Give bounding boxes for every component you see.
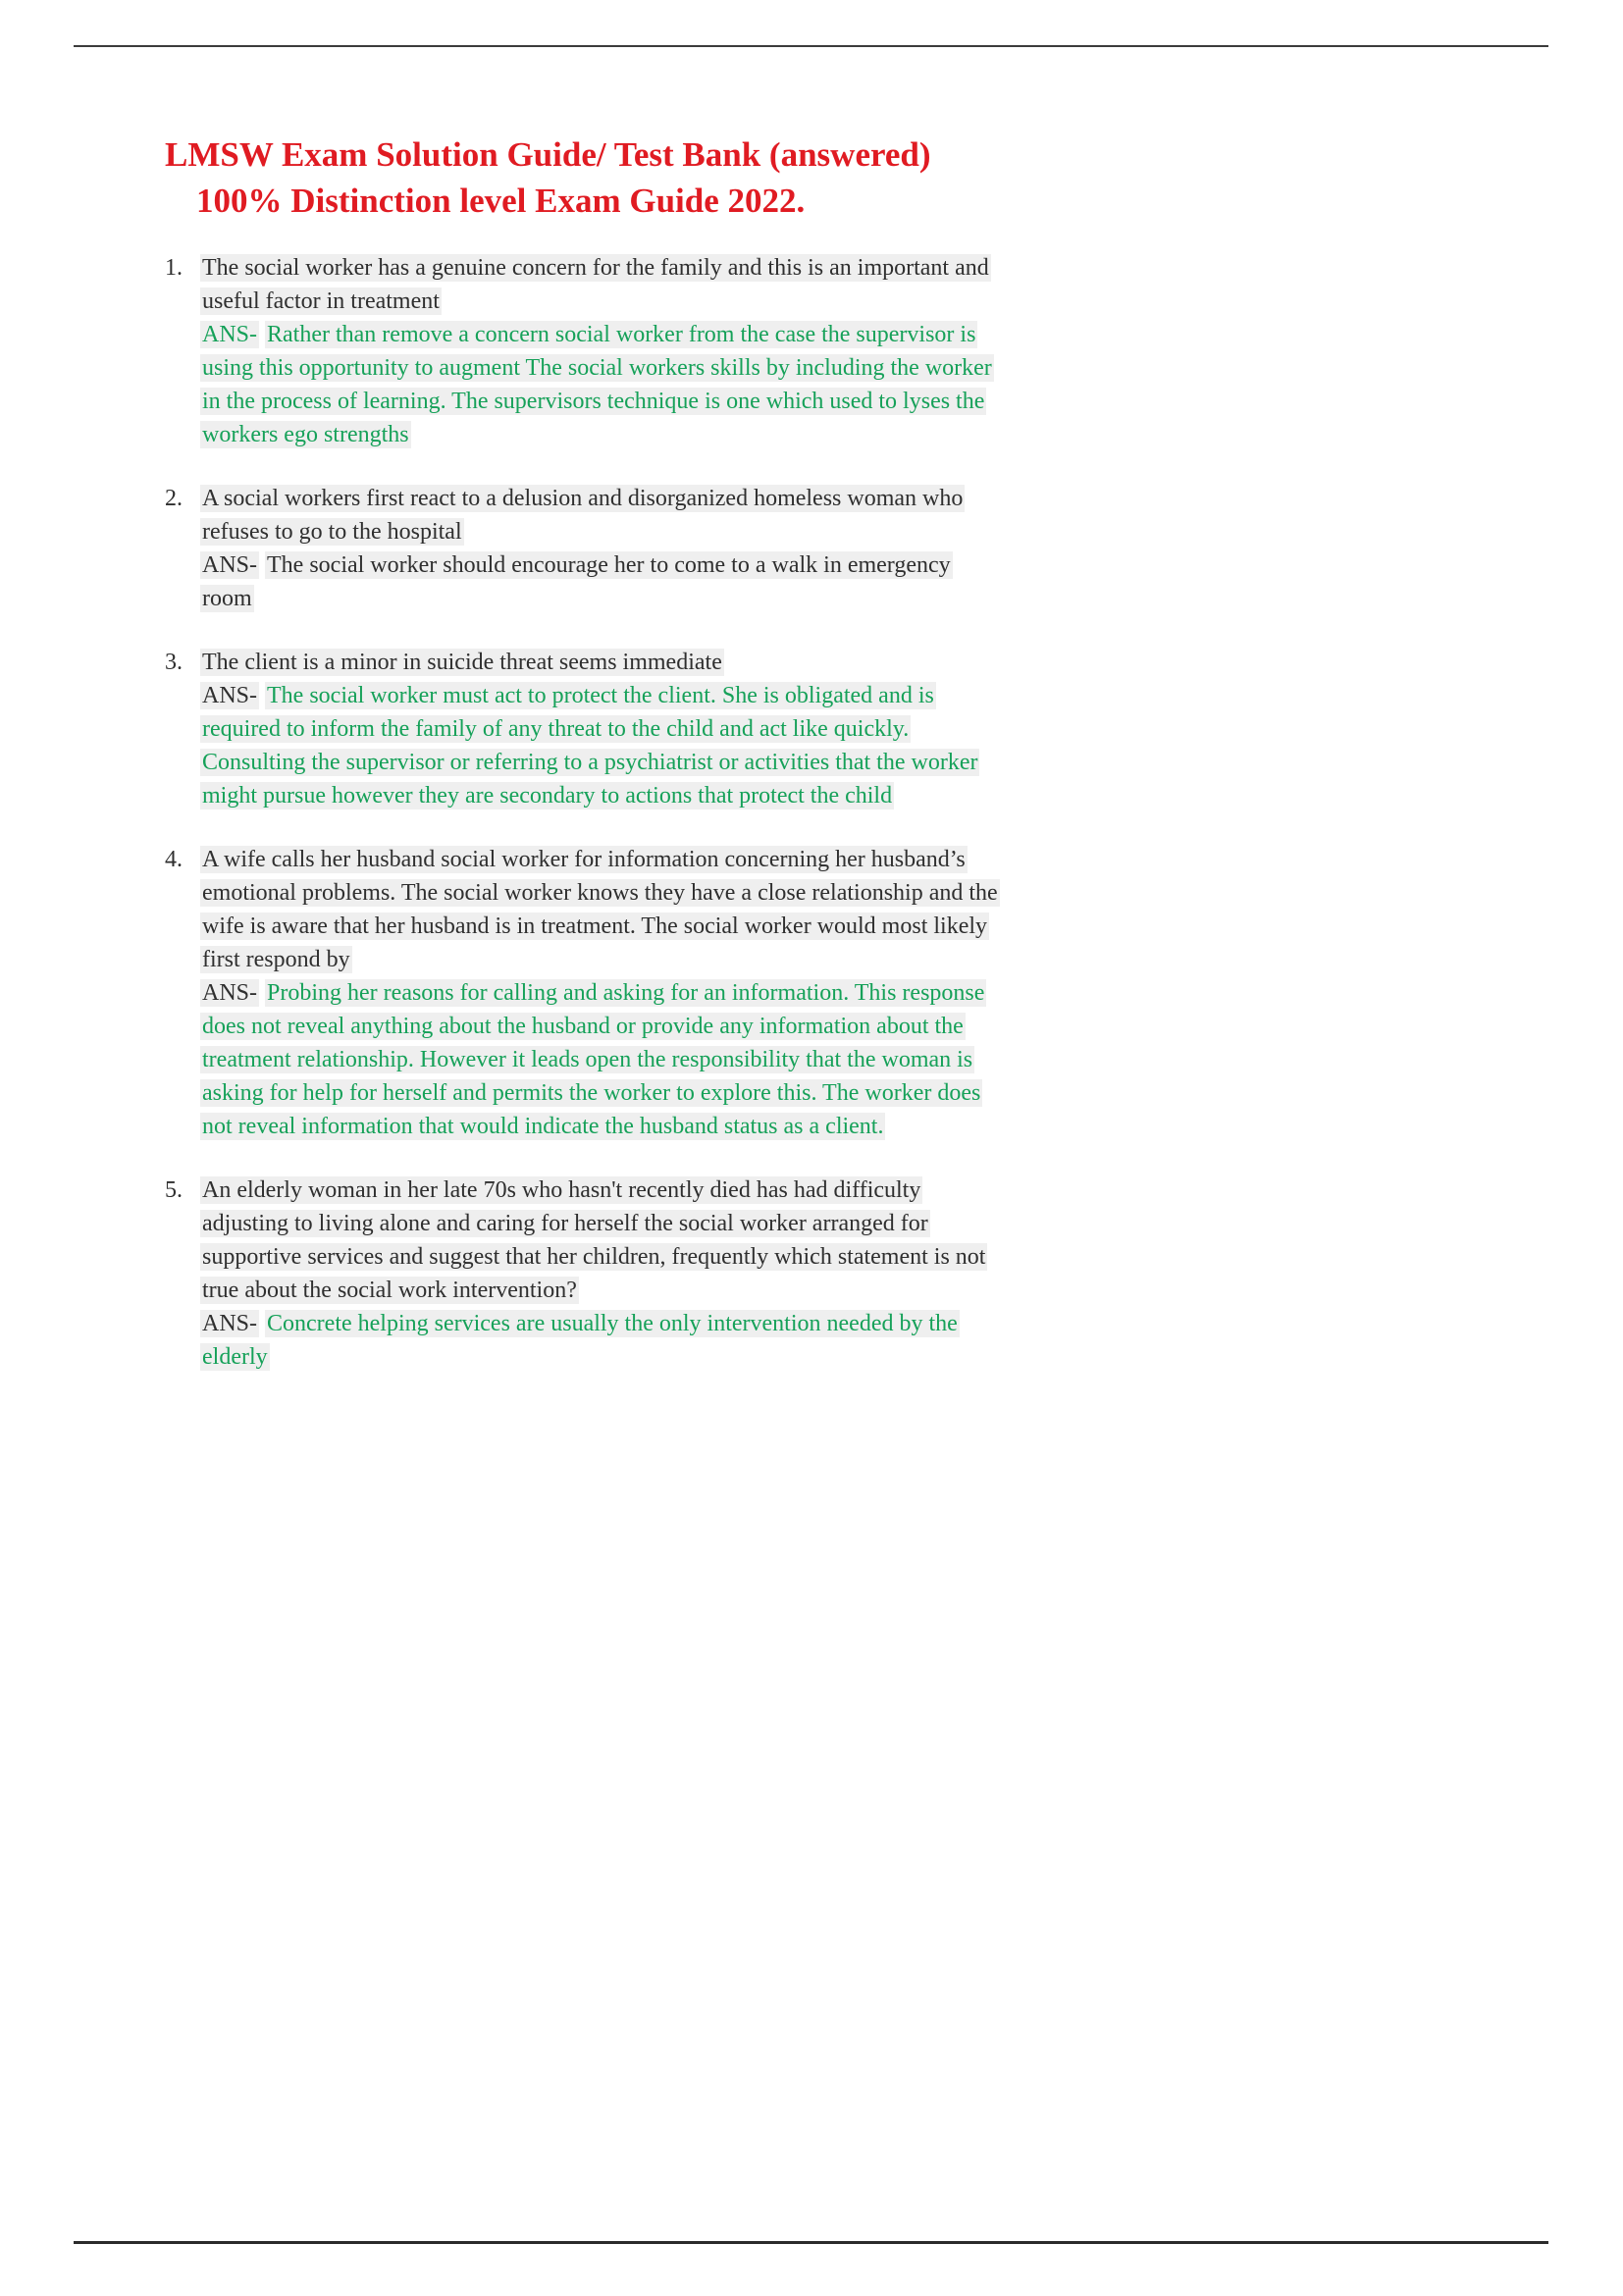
answer-text: Probing her reasons for calling and asking for an information. This response does not reveal anything about the husband or provide any information about the treatment relationship. However it leads open the responsibility that the woman is asking for help for herself and permits the worker to explore this. The worker does not reveal information that would indicate the husband status as a client. [202,980,985,1139]
question-text: An elderly woman in her late 70s who hasn't recently died has had difficulty adjusting to living alone and caring for herself the social worker arranged for supportive services and suggest that her children, frequently which statement is not true about the social work intervention? [202,1177,986,1303]
question-item-2 [165,482,1005,615]
answer-prefix: ANS- [202,980,258,1006]
document-page [165,131,1005,1404]
question-text: A social workers first react to a delusion and disorganized homeless woman who refuses to go to the hospital [202,486,964,545]
answer-text: Concrete helping services are usually the only intervention needed by the elderly [202,1311,958,1370]
question-item-4 [165,843,1005,1143]
question-number: 1. [165,255,183,281]
answer-text: Rather than remove a concern social worker from the case the supervisor is using this opportunity to augment The social workers skills by including the worker in the process of learning. The supervisors technique is one which used to lyses the workers ego strengths [202,322,992,447]
answer-prefix: ANS- [202,322,258,347]
question-number: 3. [165,650,183,675]
top-rule [74,45,1548,47]
bottom-rule [74,2241,1548,2244]
question-body [200,251,1005,451]
answer-text: The social worker must act to protect the client. She is obligated and is required to inform the family of any threat to the child and act like quickly. Consulting the supervisor or referring to a psychiatrist or activities that the worker might pursue however they are secondary to actions that protect the child [202,683,978,809]
question-text: The client is a minor in suicide threat seems immediate [202,650,722,675]
title-line-1: LMSW Exam Solution Guide/ Test Bank (answered) [165,135,931,174]
question-text: A wife calls her husband social worker for information concerning her husband’s emotional problems. The social worker knows they have a close relationship and the wife is aware that her husband is in treatment. The social worker would most likely first respond by [202,847,998,972]
question-number: 2. [165,486,183,511]
answer-prefix: ANS- [202,552,258,578]
title-line-2: 100% Distinction level Exam Guide 2022. [196,182,806,220]
question-body [200,646,1005,812]
question-body [200,482,1005,615]
questions-list [165,251,1005,1374]
question-number: 5. [165,1177,183,1203]
answer-prefix: ANS- [202,1311,258,1336]
question-item-5 [165,1174,1005,1374]
answer-text: The social worker should encourage her to come to a walk in emergency room [202,552,951,611]
question-item-3 [165,646,1005,812]
question-item-1 [165,251,1005,451]
document-title [165,131,1005,224]
question-body [200,1174,1005,1374]
question-number: 4. [165,847,183,872]
answer-prefix: ANS- [202,683,258,708]
question-body [200,843,1005,1143]
question-text: The social worker has a genuine concern for the family and this is an important and useful factor in treatment [202,255,989,314]
